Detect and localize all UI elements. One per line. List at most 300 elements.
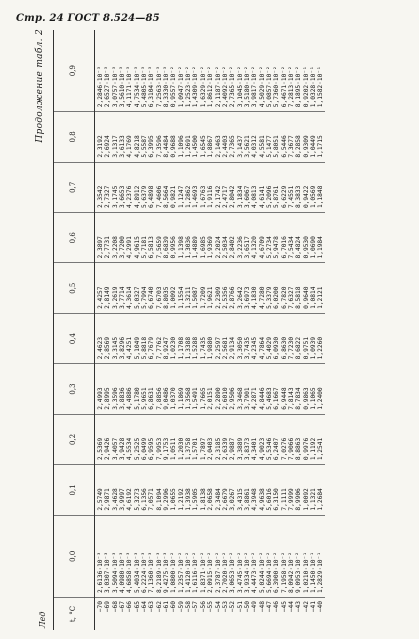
table-cell: 3,0267 (229, 488, 237, 511)
table-cell: 7,3677 (287, 135, 295, 158)
table-cell: 6,3150 (273, 488, 281, 511)
table-cell: 1,2684 (317, 488, 325, 511)
table-cell: 1,2691 (185, 135, 193, 158)
table-cell: 2,4623 (97, 336, 104, 360)
table-cell: 6,8630 (280, 336, 288, 360)
table-cell: 5,3379 (265, 286, 273, 309)
table-cell: 1,9369 (207, 236, 215, 259)
table-cell: 4,0813 (251, 185, 259, 209)
column-0-7 (95, 162, 325, 212)
table-cell: 8,6839 (163, 236, 171, 259)
table-cell: 8,2189·10⁻³ (155, 552, 163, 593)
table-cell: 3,1317 (111, 135, 119, 158)
table-cell: 2,6924 (104, 135, 112, 158)
table-cell: 3,3145 (111, 336, 119, 360)
table-cell: 4,5029·10⁻² (258, 66, 266, 108)
table-cell: 3,3596 (111, 387, 119, 410)
table-cell: 1,9116 (207, 185, 215, 209)
table-cell: 0,9309 (302, 135, 310, 158)
table-cell: 3,2236 (236, 236, 244, 259)
table-cell: 6,9448 (280, 387, 288, 410)
table-cell: −60 (170, 601, 178, 613)
table-cell: 4,5534 (126, 437, 134, 461)
table-cell: 8,1094 (155, 488, 163, 511)
table-cell: 1,0690 (309, 236, 317, 259)
table-cell: 2,7327 (104, 185, 112, 209)
column-0-6 (95, 213, 325, 263)
table-cell: −56 (199, 601, 207, 613)
table-cell: 7,9999 (287, 488, 295, 511)
table-cell: 4,5581 (258, 135, 266, 158)
table-cell: 3,8836 (119, 387, 127, 410)
table-cell: 1,2862 (185, 185, 193, 209)
table-cell: 3,0307·10⁻³ (104, 552, 112, 593)
table-cell: 0,9422 (302, 185, 310, 209)
table-cell: −43 (295, 601, 303, 613)
table-cell: 3,1045·10⁻² (236, 66, 244, 108)
table-cell: 2,7020·10⁻² (221, 552, 229, 593)
table-cell: 3,9817·10⁻² (251, 66, 259, 108)
column-header-0-3: 0,3 (54, 364, 95, 414)
table-cell: 0,9557·10⁻² (170, 66, 178, 108)
table-cell: −53 (221, 601, 229, 613)
table-cell: 7,6703 (155, 286, 163, 309)
table-cell: 5,8818 (141, 336, 149, 360)
table-cell: 1,5288 (192, 336, 200, 360)
table-cell: 4,1171·10⁻³ (126, 66, 134, 108)
table-cell: 5,6694·10⁻² (265, 552, 273, 593)
table-cell: 5,8051 (273, 135, 281, 158)
table-cell: 2,0658 (207, 488, 215, 511)
table-cell: 1,6545 (199, 135, 207, 158)
table-cell: 0,9640 (302, 286, 310, 309)
table-cell: 1,1715 (317, 135, 325, 158)
table-cell: 2,5369 (97, 437, 104, 461)
column-header-0-0: 0,0 (54, 515, 95, 597)
table-cell: 2,9426 (104, 437, 112, 461)
table-cell: 4,6858·10⁻³ (126, 552, 134, 593)
table-cell: 3,1745 (111, 185, 119, 209)
vapor-pressure-table (53, 30, 325, 630)
column-header-0-9: 0,9 (54, 30, 95, 112)
table-cell: 5,1049 (133, 336, 141, 360)
table-cell: 5,0327 (133, 286, 141, 309)
table-cell: 2,5749 (97, 488, 104, 511)
column-0-2 (95, 414, 325, 464)
table-cell: −58 (185, 601, 193, 613)
table-cell: 6,0200 (273, 286, 281, 309)
table-cell: 6,0930 (273, 336, 281, 360)
table-cell: 8,9247 (163, 336, 171, 360)
table-cell: −62 (155, 601, 163, 613)
table-cell: 7,4606 (155, 185, 163, 209)
table-cell: 2,9871 (104, 488, 112, 511)
table-cell: 2,3484 (214, 488, 222, 511)
table-cell: 3,2642 (236, 286, 244, 309)
table-cell: 0,9688 (170, 135, 178, 158)
table-cell: −44 (287, 601, 295, 613)
table-cell: 6,2224·10⁻³ (141, 552, 149, 593)
table-cell: 1,1450·10⁻¹ (309, 552, 317, 593)
table-cell: 6,7679 (148, 336, 156, 360)
table-cell: 7,0276 (280, 437, 288, 461)
table-cell: 1,5905 (192, 488, 200, 511)
column-0-3 (95, 364, 325, 414)
table-cell: 1,0370 (170, 387, 178, 410)
table-cell: −42 (302, 601, 310, 613)
table-cell: −45 (280, 601, 288, 613)
column-header-0-6: 0,6 (54, 213, 95, 263)
table-cell: 5,9478 (273, 236, 281, 259)
table-cell: 3,4057 (111, 437, 119, 461)
table-cell: 1,3388 (185, 336, 193, 360)
column-0-8 (95, 112, 325, 162)
table-cell: 1,9880 (207, 336, 215, 360)
table-cell: 5,2096 (265, 185, 273, 209)
table-cell: 1,2400 (317, 387, 325, 410)
table-cell: 2,2890 (214, 387, 222, 410)
table-cell: 3,4745·10⁻² (236, 552, 244, 593)
table-cell: 8,9906 (295, 488, 303, 511)
table-cell: 6,7016 (280, 236, 288, 259)
table-cell: 1,0511 (170, 437, 178, 461)
table-cell: 5,5346 (265, 437, 273, 461)
table-cell: 2,7365 (229, 135, 237, 158)
table-cell: 4,6141 (258, 185, 266, 209)
table-cell: 1,2260 (317, 336, 325, 360)
table-cell: 6,4898 (148, 185, 156, 209)
table-cell: 8,5664 (163, 185, 171, 209)
table-cell: 4,8446 (258, 387, 266, 410)
column-header-0-5: 0,5 (54, 263, 95, 313)
table-cell: 4,3948 (251, 488, 259, 511)
table-cell: −52 (229, 601, 237, 613)
table-cell: 1,7209 (199, 286, 207, 309)
table-cell: 2,9506 (229, 387, 237, 410)
table-cell: 0,9530 (302, 236, 310, 259)
table-cell: 1,1321 (309, 488, 317, 511)
table-cell: 4,0312 (251, 135, 259, 158)
table-cell: 8,6822 (295, 336, 303, 360)
table-cell: −47 (265, 601, 273, 613)
table-cell: 6,6740 (148, 286, 156, 309)
table-cell: 3,8373 (243, 437, 251, 461)
table-cell: 7,4551 (287, 185, 295, 209)
continuation-label: Продолжение табл. 2 (35, 29, 45, 143)
table-cell: 2,4993 (97, 387, 104, 410)
table-cell: 7,3596 (155, 135, 163, 158)
table-cell: 3,3889 (236, 437, 244, 461)
table-cell: 1,0210·10⁻¹ (302, 552, 310, 593)
table-cell: −41 (309, 601, 317, 613)
table-cell: −51 (236, 601, 244, 613)
substance-label: Лед (38, 611, 47, 628)
table-cell: 2,0403 (207, 437, 215, 461)
table-cell: 2,6679 (221, 488, 229, 511)
table-cell: 5,7181 (141, 236, 149, 259)
table-cell: 2,3897 (97, 236, 104, 259)
table-cell: −59 (177, 601, 185, 613)
table-cell: 1,2121 (317, 286, 325, 309)
table-cell: 1,0569 (309, 185, 317, 209)
column-header-0-8: 0,8 (54, 112, 95, 162)
table-cell: 5,9651 (141, 387, 149, 410)
table-cell: 2,3542 (97, 185, 104, 209)
table-cell: 8,3833 (295, 185, 303, 209)
table-cell: 7,5434 (287, 236, 295, 259)
table-cell: 2,4717 (221, 185, 229, 209)
column-0-4 (95, 313, 325, 363)
table-cell: 8,7834 (295, 387, 303, 410)
table-cell: 3,0757·10⁻³ (111, 66, 119, 108)
table-cell: 5,6016 (265, 488, 273, 511)
table-cell: 5,7360·10⁻² (273, 66, 281, 108)
table-cell: 7,9953 (155, 437, 163, 461)
table-cell: 1,5701 (192, 437, 200, 461)
table-cell: 6,2407 (273, 437, 281, 461)
table-cell: 9,2996 (163, 488, 171, 511)
table-cell: 1,6763 (199, 185, 207, 209)
table-cell: 3,7435 (243, 336, 251, 360)
table-cell: 3,5180·10⁻² (243, 66, 251, 108)
table-cell: 9,0486 (163, 387, 171, 410)
table-cell: 7,2813·10⁻² (287, 66, 295, 108)
table-cell: 2,4257 (97, 286, 104, 309)
table-cell: 4,2345 (251, 336, 259, 360)
column-0-9 (95, 30, 325, 112)
table-cell: 1,0092 (302, 488, 310, 511)
table-cell: −65 (133, 601, 141, 613)
table-cell: 2,6527·10⁻³ (104, 66, 112, 108)
table-cell: 1,0814 (309, 286, 317, 309)
column-0-5 (95, 263, 325, 313)
table-cell: 1,1554 (177, 286, 185, 309)
table-cell: −68 (111, 601, 119, 613)
table-cell: 2,8995 (104, 387, 112, 410)
table-cell: 1,3036 (185, 236, 193, 259)
table-cell: 5,7994 (141, 286, 149, 309)
table-cell: −61 (163, 601, 171, 613)
column-header-t: t, °C (54, 598, 95, 631)
table-cell: 2,5681 (221, 336, 229, 360)
table-cell: 6,9595 (148, 437, 156, 461)
table-cell: 5,4029 (265, 336, 273, 360)
table-cell: 1,8138 (199, 488, 207, 511)
table-cell: 1,7897 (199, 437, 207, 461)
table-cell: −66 (126, 601, 134, 613)
table-cell: 7,1958·10⁻² (280, 552, 288, 593)
table-cell: 2,8402 (229, 236, 237, 259)
table-cell: 1,1247 (177, 185, 185, 209)
column-0-1 (95, 465, 325, 515)
table-cell: 7,6327 (287, 286, 295, 309)
table-cell: 3,7200 (119, 236, 127, 259)
table-cell: 6,4671·10⁻² (280, 66, 288, 108)
table-cell: 6,5446 (280, 135, 288, 158)
table-cell: 7,2563·10⁻³ (155, 66, 163, 108)
table-cell: 8,2858 (295, 135, 303, 158)
table-cell: 5,4034·10⁻³ (133, 552, 141, 593)
table-cell: 6,3900·10⁻² (273, 552, 281, 593)
table-cell: 8,0942·10⁻² (287, 552, 295, 593)
table-cell: 4,9023 (258, 437, 266, 461)
table-cell: 7,9066 (287, 437, 295, 461)
table-cell: 6,0499 (141, 437, 149, 461)
table-cell: −46 (273, 601, 281, 613)
table-cell: 3,6517 (243, 236, 251, 259)
table-cell: 8,3330·10⁻³ (163, 66, 171, 108)
table-cell: 3,5094·10⁻³ (111, 552, 119, 593)
table-cell: 1,4500 (192, 135, 200, 158)
table-cell: −48 (258, 601, 266, 613)
table-cell: 1,2829·10⁻¹ (317, 552, 325, 593)
table-cell: 1,8612·10⁻² (207, 66, 215, 108)
table-cell: 7,1111 (280, 488, 288, 511)
table-cell: 4,4886 (126, 387, 134, 410)
table-cell: 6,3995 (148, 135, 156, 158)
table-cell: 3,6653 (119, 185, 127, 209)
table-cell: 3,2619 (111, 286, 119, 309)
table-cell: −57 (192, 601, 200, 613)
table-cell: 2,1187·10⁻² (214, 66, 222, 108)
table-cell: −69 (104, 601, 112, 613)
table-cell: 6,6229 (280, 185, 288, 209)
table-cell: 3,8296 (119, 336, 127, 360)
table-cell: 3,6133 (119, 135, 127, 158)
table-cell: 6,3104·10⁻³ (148, 66, 156, 108)
table-cell: 5,5587 (141, 135, 149, 158)
table-cell: 1,0230 (170, 336, 178, 360)
table-cell: 2,3787·10⁻² (214, 552, 222, 593)
table-cell: 5,1780 (133, 387, 141, 410)
table-cell: 5,4805·10⁻³ (141, 66, 149, 108)
table-cell: 2,1742 (214, 185, 222, 209)
table-cell: 6,7820 (280, 286, 288, 309)
table-cell: 3,1834 (236, 185, 244, 209)
table-cell: 0,9821 (170, 185, 178, 209)
table-cell: 2,1463 (214, 135, 222, 158)
table-cell: 8,4484 (163, 135, 171, 158)
table-cell: 3,3468 (236, 387, 244, 410)
table-cell: −49 (251, 601, 259, 613)
column-0-0 (95, 515, 325, 597)
table-cell: 3,6973 (243, 286, 251, 309)
table-cell: −55 (207, 601, 215, 613)
table-cell: 2,2846·10⁻³ (97, 66, 104, 108)
table-cell: 2,4092·10⁻² (221, 66, 229, 108)
table-cell: 8,4824 (295, 236, 303, 259)
table-cell: −54 (214, 601, 222, 613)
table-cell: 2,3192 (97, 135, 104, 158)
table-cell: 1,1192 (309, 437, 317, 461)
table-cell: 2,5034 (221, 236, 229, 259)
table-cell: 0,9956 (170, 236, 178, 259)
table-cell: 4,7864 (258, 336, 266, 360)
table-cell: 4,7280 (258, 286, 266, 309)
table-cell: 2,6136·10⁻³ (97, 552, 104, 593)
table-cell: 1,2541 (317, 437, 325, 461)
table-cell: 7,7762 (155, 336, 163, 360)
table-cell: 7,0571 (148, 488, 156, 511)
table-cell: 2,8569 (104, 336, 112, 360)
table-cell: 1,5087 (192, 286, 200, 309)
table-cell: 3,0653·10⁻² (229, 552, 237, 593)
table-cell: 1,1848 (317, 185, 325, 209)
table-cell: 2,9887 (229, 437, 237, 461)
table-cell: 3,7714 (119, 286, 127, 309)
table-cell: 4,3614 (126, 286, 134, 309)
table-cell: 5,0244·10⁻² (258, 552, 266, 593)
table-cell: −64 (141, 601, 149, 613)
table-header-row (54, 30, 95, 630)
table-cell: 4,1769 (126, 135, 134, 158)
table-cell: 2,7731 (104, 236, 112, 259)
table-cell: 3,8861 (243, 488, 251, 511)
table-cell: 4,8218 (133, 135, 141, 158)
table-cell: 6,5813 (148, 236, 156, 259)
table-cell: 5,6379 (141, 185, 149, 209)
table-body (95, 30, 325, 630)
table-cell: 2,4403 (221, 135, 229, 158)
table-cell: 3,3050 (236, 336, 244, 360)
table-cell: 1,6116·10⁻² (192, 552, 200, 593)
column-t (95, 598, 325, 631)
table-cell: 4,1830 (251, 286, 259, 309)
table-cell: 1,4693 (192, 185, 200, 209)
table-cell: 3,1437 (236, 135, 244, 158)
table-cell: 3,9334·10⁻² (243, 552, 251, 593)
table-cell: 1,2523·10⁻² (185, 66, 193, 108)
table-cell: −70 (97, 601, 104, 613)
table-cell: 4,6709 (258, 236, 266, 259)
table-cell: 2,2309 (214, 286, 222, 309)
table-cell: 1,1582·10⁻¹ (317, 66, 325, 108)
table-cell: 0,9202·10⁻¹ (302, 66, 310, 108)
table-cell: 9,0953·10⁻² (295, 552, 303, 593)
table-cell: 7,7230 (287, 336, 295, 360)
table-cell: 0,9863 (302, 387, 310, 410)
table-cell: −50 (243, 601, 251, 613)
table-cell: 2,6339 (221, 437, 229, 461)
table-cell: −63 (148, 601, 156, 613)
table-cell: 5,8761 (273, 185, 281, 209)
table-cell: 5,2525 (133, 437, 141, 461)
table-cell: 4,2871 (251, 387, 259, 410)
table-cell: 1,3758 (185, 437, 193, 461)
table-cell: 1,3211 (185, 286, 193, 309)
table-cell: 3,4315 (236, 488, 244, 511)
table-cell: 1,4889 (192, 236, 200, 259)
table-cell: 1,4309·10⁻² (192, 66, 200, 108)
table-cell: 2,8766 (229, 286, 237, 309)
table-cell: 8,8035 (163, 286, 171, 309)
table-cell: 1,7665 (199, 387, 207, 410)
table-cell: 4,9615 (133, 236, 141, 259)
table-cell: 1,0449 (309, 135, 317, 158)
page-header: Стр. 24 ГОСТ 8.524—85 (16, 13, 160, 24)
table-cell: 1,0800·10⁻² (170, 552, 178, 593)
table-cell: 2,6010 (221, 387, 229, 410)
table-cell: 4,3401 (251, 437, 259, 461)
table-cell: 2,9134 (229, 336, 237, 360)
table-cell: 2,8149 (104, 286, 112, 309)
table-cell: 5,3273 (133, 488, 141, 511)
table-cell: 1,8371·10⁻² (199, 552, 207, 593)
table-cell: 1,5491 (192, 387, 200, 410)
column-header-0-4: 0,4 (54, 313, 95, 363)
column-header-0-2: 0,2 (54, 414, 95, 464)
table-cell: 8,1895·10⁻² (295, 66, 303, 108)
